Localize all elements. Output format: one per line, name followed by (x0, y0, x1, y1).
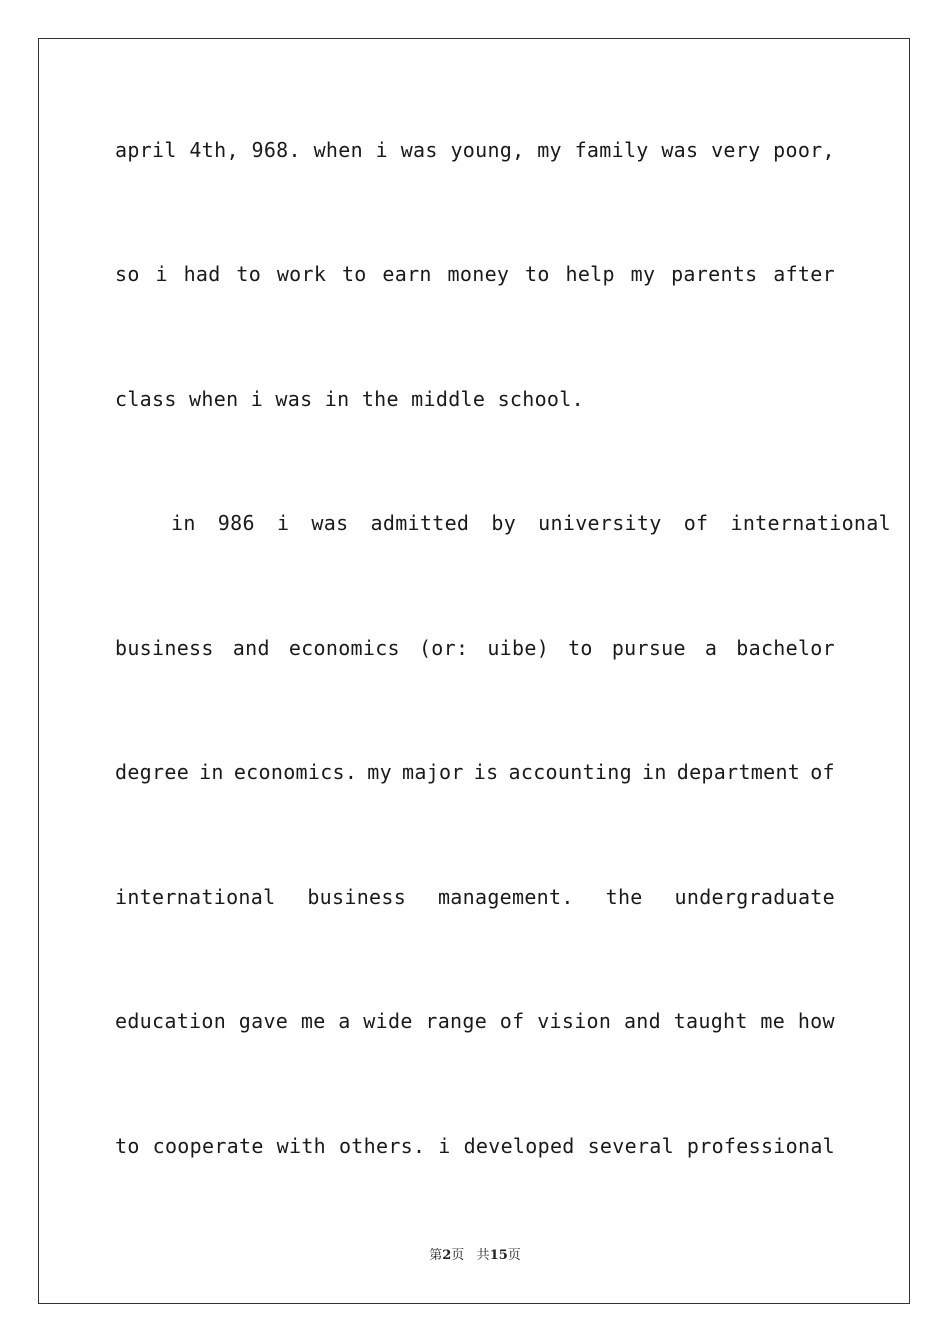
word: to (236, 262, 262, 286)
footer-total-pages: 15 (489, 1248, 508, 1263)
word: i (276, 511, 290, 535)
word: management. (437, 885, 574, 909)
word: uibe) (487, 636, 550, 660)
footer-total-suffix: 页 (507, 1248, 521, 1263)
word: was (311, 511, 349, 535)
word: to (115, 1134, 140, 1158)
word: i (375, 138, 388, 162)
word: money (447, 262, 510, 286)
word: of (683, 511, 709, 535)
word: business (307, 885, 407, 909)
word: to (568, 636, 593, 660)
word: degree (115, 760, 190, 784)
word: april (115, 138, 177, 162)
word: education (115, 1009, 227, 1033)
word: major (402, 760, 464, 784)
word: so (115, 262, 140, 286)
text-line-5 (115, 635, 835, 661)
footer-page-suffix: 页 (451, 1248, 465, 1263)
word: parents (671, 262, 758, 286)
word: developed (463, 1134, 575, 1158)
page-footer (0, 1247, 950, 1265)
text-line-6 (115, 759, 835, 785)
word: earn (382, 262, 432, 286)
word: bachelor (736, 636, 835, 660)
word: 986 (217, 511, 255, 535)
word: range (425, 1009, 488, 1033)
word: business (115, 636, 214, 660)
word: had (183, 262, 221, 286)
word: my (630, 262, 656, 286)
text-line-2 (115, 261, 835, 287)
word: by (491, 511, 517, 535)
word: very (711, 138, 761, 162)
word: professional (686, 1134, 835, 1158)
word: admitted (370, 511, 470, 535)
word: others. (338, 1134, 426, 1158)
word: i (438, 1134, 451, 1158)
word: wide (363, 1009, 413, 1033)
word: poor, (773, 138, 835, 162)
text-line-9 (115, 1133, 835, 1159)
word: was (661, 138, 699, 162)
word: my (367, 760, 392, 784)
word: was (400, 138, 438, 162)
word: pursue (611, 636, 686, 660)
word: (or: (418, 636, 469, 660)
word: undergraduate (674, 885, 835, 909)
text-line-4 (115, 510, 891, 536)
word: gave (238, 1009, 289, 1033)
word: economics. (233, 760, 358, 784)
word: when (313, 138, 363, 162)
word: the (605, 885, 643, 909)
word: in (642, 760, 667, 784)
word: a (704, 636, 718, 660)
word: in (171, 511, 196, 535)
word: accounting (508, 760, 632, 784)
word: 968. (251, 138, 301, 162)
word: 4th, (189, 138, 239, 162)
footer-page-number: 2 (442, 1248, 452, 1263)
word: department (676, 760, 801, 784)
word: in (199, 760, 224, 784)
word: work (276, 262, 327, 286)
word: of (499, 1009, 525, 1033)
word: family (574, 138, 649, 162)
word: cooperate (152, 1134, 264, 1158)
word: with (276, 1134, 327, 1158)
word: and (232, 636, 270, 660)
word: after (773, 262, 835, 286)
word: my (537, 138, 562, 162)
text-line-8 (115, 1008, 835, 1034)
word: is (473, 760, 499, 784)
text-line-7 (115, 884, 835, 910)
word: to (525, 262, 550, 286)
word: young, (450, 138, 525, 162)
word: taught (673, 1009, 748, 1033)
word: vision (537, 1009, 612, 1033)
page-border (38, 38, 910, 1304)
word: economics (288, 636, 400, 660)
word: several (587, 1134, 674, 1158)
text-line-3: class when i was in the middle school. (115, 387, 584, 411)
word: university (538, 511, 662, 535)
word: me (760, 1009, 786, 1033)
word: i (155, 262, 168, 286)
word: and (623, 1009, 661, 1033)
word: how (797, 1009, 835, 1033)
footer-total-prefix: 共 (476, 1248, 490, 1263)
word: me (300, 1009, 326, 1033)
text-line-1 (115, 137, 835, 163)
word: of (810, 760, 835, 784)
footer-page-prefix: 第 (429, 1248, 443, 1263)
word: to (341, 262, 367, 286)
word: a (338, 1009, 351, 1033)
word: help (565, 262, 615, 286)
word: international (730, 511, 891, 535)
word: international (115, 885, 276, 909)
